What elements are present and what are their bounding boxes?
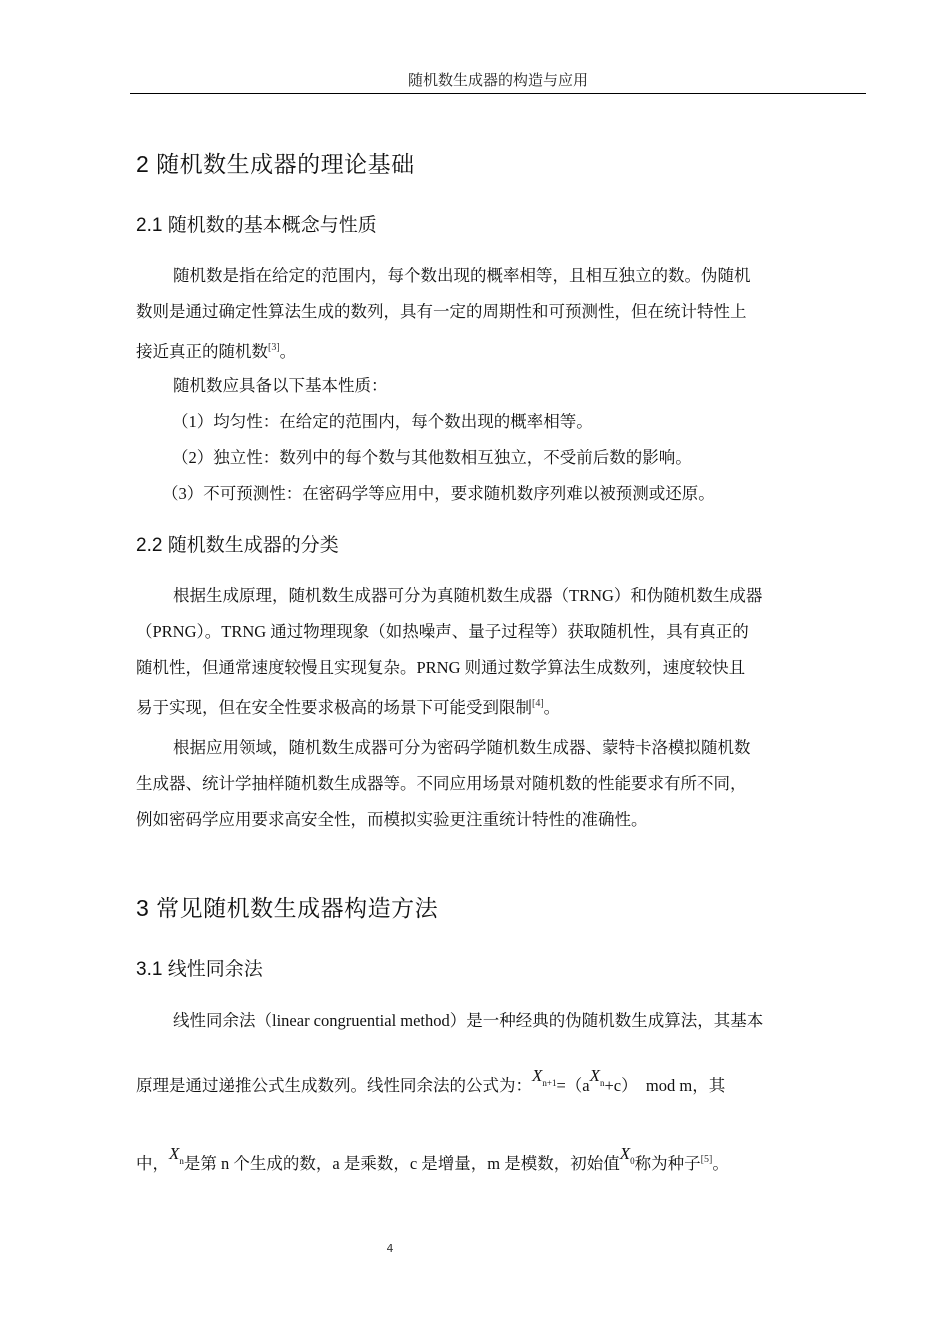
text-line: 生成器、统计学抽样随机数生成器等。不同应用场景对随机数的性能要求有所不同， bbox=[136, 774, 747, 793]
section-2-2-paragraph-1 bbox=[136, 578, 860, 722]
formula-lhs-subscript: n+1 bbox=[542, 1078, 557, 1088]
x0-subscript: 0 bbox=[630, 1156, 635, 1166]
text-span: 。 bbox=[279, 342, 297, 361]
xn-variable: X bbox=[169, 1144, 180, 1163]
text-line: 数则是通过确定性算法生成的数列，具有一定的周期性和可预测性，但在统计特性上 bbox=[136, 302, 747, 321]
section-3-1-paragraph-1-formula-line bbox=[136, 1068, 860, 1104]
section-3-1-paragraph-1 bbox=[136, 1003, 860, 1039]
formula-rhs-variable: X bbox=[589, 1066, 600, 1085]
formula-equals: =（a bbox=[556, 1076, 590, 1095]
text-span: 。 bbox=[712, 1154, 729, 1173]
text-span: 易于实现，但在安全性要求极高的场景下可能受到限制 bbox=[136, 698, 532, 717]
text-line: 随机数是指在给定的范围内，每个数出现的概率相等，且相互独立的数。伪随机 bbox=[173, 266, 751, 285]
text-span: 中， bbox=[136, 1154, 169, 1173]
text-line bbox=[136, 330, 860, 366]
section-2-2-heading: 2.2 随机数生成器的分类 bbox=[136, 535, 339, 556]
running-header: 随机数生成器的构造与应用 bbox=[407, 71, 588, 89]
section-2-1-heading: 2.1 随机数的基本概念与性质 bbox=[136, 215, 377, 236]
text-line bbox=[136, 1142, 860, 1178]
text-span: 称为种子 bbox=[634, 1154, 701, 1173]
text-span: 原理是通过递推公式生成数列。线性同余法的公式为： bbox=[136, 1076, 532, 1095]
text-line bbox=[136, 686, 860, 722]
property-item-unpredictability: （3）不可预测性：在密码学等应用中，要求随机数序列难以被预测或还原。 bbox=[162, 484, 715, 503]
x0-variable: X bbox=[619, 1144, 631, 1163]
text-span: 是第 n 个生成的数，a 是乘数，c 是增量，m 是模数，初始值 bbox=[183, 1154, 620, 1173]
text-span: ，其 bbox=[692, 1076, 726, 1095]
section-3-1-paragraph-1-last-line bbox=[136, 1142, 860, 1178]
citation-4[interactable]: [4] bbox=[532, 698, 544, 709]
section-2-1-paragraph-1 bbox=[136, 258, 860, 366]
formula-rest: +c） mod m bbox=[604, 1076, 693, 1095]
text-line: 线性同余法（linear congruential method）是一种经典的伪随机数生成算法，其基本 bbox=[173, 1011, 764, 1030]
page-number: 4 bbox=[386, 1242, 394, 1255]
section-2-2-paragraph-2 bbox=[136, 730, 860, 838]
text-line: 根据生成原理，随机数生成器可分为真随机数生成器（TRNG）和伪随机数生成器 bbox=[173, 586, 763, 605]
xn-subscript: n bbox=[179, 1156, 184, 1166]
text-line: 例如密码学应用要求高安全性，而模拟实验更注重统计特性的准确性。 bbox=[136, 810, 648, 829]
text-span: 接近真正的随机数 bbox=[136, 342, 268, 361]
header-rule bbox=[130, 93, 866, 94]
section-2-1-paragraph-2 bbox=[136, 368, 860, 404]
property-item-uniformity: （1）均匀性：在给定的范围内，每个数出现的概率相等。 bbox=[172, 412, 593, 431]
text-line: （PRNG）。TRNG 通过物理现象（如热噪声、量子过程等）获取随机性，具有真正的 bbox=[136, 622, 749, 641]
property-item-independence: （2）独立性：数列中的每个数与其他数相互独立，不受前后数的影响。 bbox=[172, 448, 692, 467]
citation-3[interactable]: [3] bbox=[268, 342, 280, 353]
properties-list bbox=[136, 404, 860, 512]
text-line: 根据应用领域，随机数生成器可分为密码学随机数生成器、蒙特卡洛模拟随机数 bbox=[173, 738, 751, 757]
formula-lhs-variable: X bbox=[532, 1066, 543, 1085]
formula-rhs-subscript: n bbox=[600, 1078, 605, 1088]
text-line bbox=[136, 1068, 860, 1104]
lcg-formula bbox=[532, 1066, 693, 1095]
citation-5[interactable]: [5] bbox=[700, 1154, 713, 1165]
section-2-heading: 2 随机数生成器的理论基础 bbox=[136, 151, 415, 177]
text-line: 随机性，但通常速度较慢且实现复杂。PRNG 则通过数学算法生成数列，速度较快且 bbox=[136, 658, 746, 677]
text-line: 随机数应具备以下基本性质： bbox=[173, 376, 388, 395]
text-span: 。 bbox=[543, 698, 561, 717]
section-3-1-heading: 3.1 线性同余法 bbox=[136, 959, 263, 980]
section-3-heading: 3 常见随机数生成器构造方法 bbox=[136, 895, 439, 921]
